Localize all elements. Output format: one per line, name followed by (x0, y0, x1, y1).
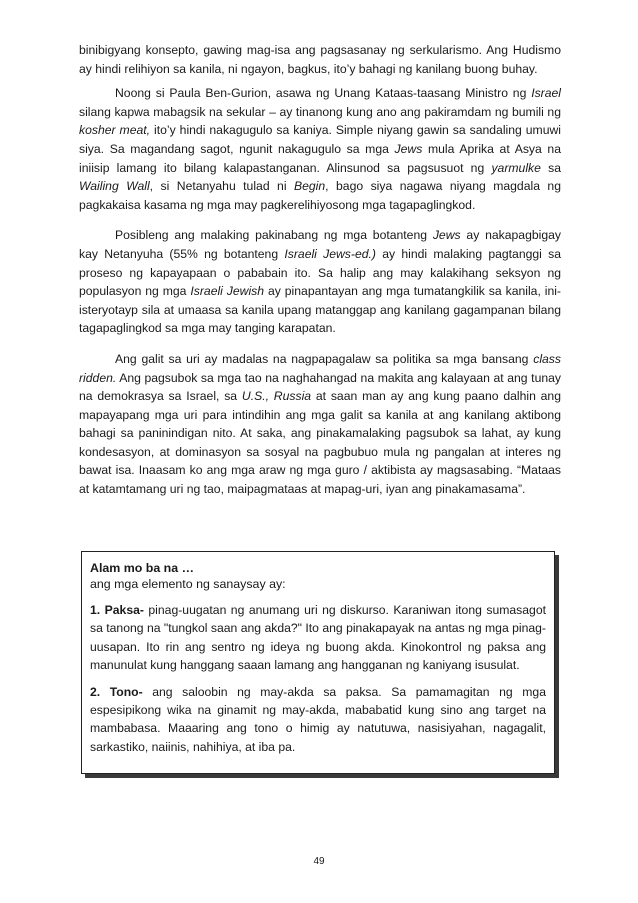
info-box (81, 551, 555, 774)
info-box-title: Alam mo ba na … (90, 561, 194, 575)
paragraph-3: Posibleng ang malaking pakinabang ng mga botanteng Jews ay nakapagbigay kay Netanyuha (55% ng botanteng Israeli Jews-ed.) ay hindi malaking pagtanggi sa proseso ng kapayapaan o pababain ito. Sa halip ang may kalakihang seksyon ng populasyon ng mga Israeli Jewish ay pinapantayan ang mga tumatangkilik sa kanila, ini-isteryotayp sila at umaasa sa kanila upang matanggap ang kanilang gagampanan bilang tagapaglingkod sa mga may tanging karapatan. (79, 228, 561, 336)
info-box-item-paksa: 1. Paksa- pinag-uugatan ng anumang uri ng diskurso. Karaniwan itong sumasagot sa tanong na "tungkol saan ang akda?" Ito ang pinakapayak na antas ng mga pinag-uusapan. Ito rin ang sentro ng ideya ng buong akda. Kinokontrol ng paksa ang manunulat kung hanggang saaan lamang ang hangganan ng kaniyang isusulat. (90, 603, 546, 673)
info-box-item-tono: 2. Tono- ang saloobin ng may-akda sa paksa. Sa pamamagitan ng mga espesipikong wika na ginamit ng may-akda, mababatid kung sino ang target na mambabasa. Maaaring ang tono o himig ay natutuwa, nasisiyahan, nagagalit, sarkastiko, naiinis, nahihiya, at iba pa. (90, 684, 546, 754)
info-box-subtitle: ang mga elemento ng sanaysay ay: (90, 577, 286, 591)
paragraph-2: Noong si Paula Ben-Gurion, asawa ng Unang Kataas-taasang Ministro ng Israel silang kapwa mabagsik na sekular – ay tinanong kung ano ang pakiramdam ng bumili ng kosher meat, ito’y hindi nakagugulo sa kaniya. Simple niyang gawin sa sandaling umuwi siya. Sa magandang sagot, ngunit nakagugulo sa mga Jews mula Aprika at Asya na iniisip lamang ito bilang kalapastanganan. Alinsunod sa pagsusuot ng yarmulke sa Wailing Wall, si Netanyahu tulad ni Begin, bago siya nagawa niyang magdala ng pagkakaisa kasama ng mga may pagkerelihiyosong mga tagapaglingkod. (79, 86, 561, 212)
paragraph-1: binibigyang konsepto, gawing mag-isa ang pagsasanay ng serkularismo. Ang Hudismo ay hindi relihiyon sa kanila, ni ngayon, bagkus, ito’y bahagi ng kanilang buong buhay. (79, 43, 561, 76)
document-body (79, 41, 561, 499)
page-number: 49 (313, 856, 325, 867)
paragraph-4: Ang galit sa uri ay madalas na nagpapagalaw sa politika sa mga bansang class ridden. Ang pagsubok sa mga tao na naghahangad na makita ang kalayaan at ang tunay na demokrasya sa Israel, sa U.S., Russia at saan man ay ang kung paano dalhin ang mapayapang mga uri para intindihin ang mga galit sa kanila at ang kanilang aktibong bahagi sa paninindigan nito. At saka, ang pinakamalaking pagsubok sa lahat, ay kung kondesasyon, at dominasyon sa sosyal na pagbubuo mula ng pangalan at interes ng bawat isa. Inaasam ko ang mga araw ng mga guro / aktibista ay magsasabing. “Mataas at katamtamang uri ng tao, maipagmataas at mapag-uri, iyan ang pinakamasama”. (79, 351, 561, 497)
